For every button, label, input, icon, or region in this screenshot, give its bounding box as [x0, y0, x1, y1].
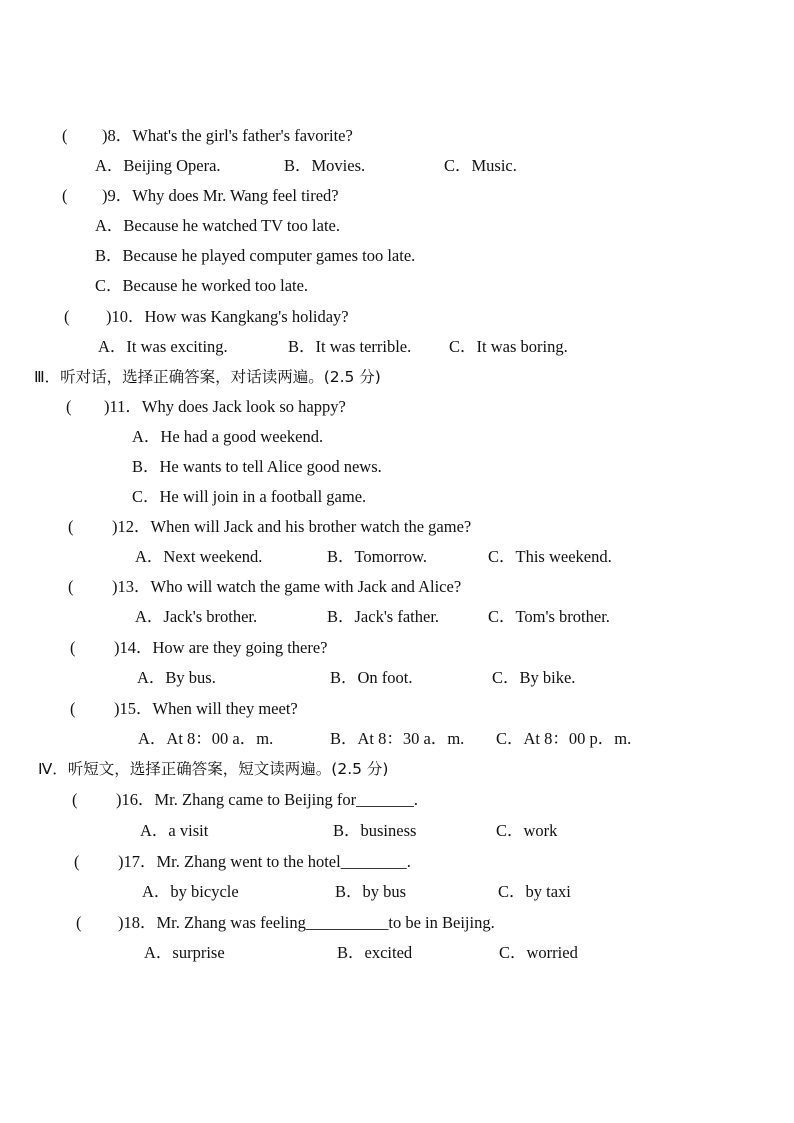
option-a[interactable]: A．by bicycle	[142, 882, 239, 901]
option-a[interactable]: A．At 8：00 a．m.	[138, 729, 274, 748]
option-b[interactable]: B．by bus	[335, 882, 407, 901]
option-c[interactable]: C．Tom's brother.	[488, 607, 610, 626]
question-8: )8．What's the girl's father's favorite?	[102, 126, 353, 145]
answer-paren[interactable]: (	[68, 517, 74, 536]
option-c[interactable]: C．worried	[499, 943, 578, 962]
option-a[interactable]: A．Next weekend.	[135, 547, 263, 566]
question-16: )16．Mr. Zhang came to Beijing for_______.	[116, 790, 418, 809]
option-b[interactable]: B．business	[333, 821, 417, 840]
option-b[interactable]: B．Because he played computer games too late.	[95, 246, 416, 265]
option-b[interactable]: B．excited	[337, 943, 413, 962]
section-3-heading: Ⅲ．听对话，选择正确答案，对话读两遍。(2.5 分)	[34, 368, 381, 386]
option-c[interactable]: C．This weekend.	[488, 547, 612, 566]
option-c[interactable]: C．work	[496, 821, 558, 840]
question-11: )11．Why does Jack look so happy?	[104, 397, 346, 416]
answer-paren[interactable]: (	[70, 638, 76, 657]
option-b[interactable]: B．Tomorrow.	[327, 547, 427, 566]
option-b[interactable]: B．At 8：30 a．m.	[330, 729, 465, 748]
answer-paren[interactable]: (	[62, 126, 68, 145]
option-c[interactable]: C．by taxi	[498, 882, 571, 901]
answer-paren[interactable]: (	[76, 913, 82, 932]
question-10: )10．How was Kangkang's holiday?	[106, 307, 349, 326]
option-c[interactable]: C．It was boring.	[449, 337, 568, 356]
answer-paren[interactable]: (	[70, 699, 76, 718]
option-b[interactable]: B．Jack's father.	[327, 607, 440, 626]
option-b[interactable]: B．It was terrible.	[288, 337, 412, 356]
section-4-heading: Ⅳ．听短文，选择正确答案，短文读两遍。(2.5 分)	[38, 760, 389, 778]
answer-paren[interactable]: (	[68, 577, 74, 596]
option-c[interactable]: C．Music.	[444, 156, 517, 175]
option-c[interactable]: C．He will join in a football game.	[132, 487, 367, 506]
answer-paren[interactable]: (	[62, 186, 68, 205]
answer-paren[interactable]: (	[72, 790, 78, 809]
question-15: )15．When will they meet?	[114, 699, 298, 718]
option-a[interactable]: A．surprise	[144, 943, 225, 962]
option-b[interactable]: B．Movies.	[284, 156, 366, 175]
answer-paren[interactable]: (	[64, 307, 70, 326]
question-17: )17．Mr. Zhang went to the hotel________.	[118, 852, 411, 871]
option-a[interactable]: A．Because he watched TV too late.	[95, 216, 340, 235]
option-b[interactable]: B．He wants to tell Alice good news.	[132, 457, 382, 476]
question-9: )9．Why does Mr. Wang feel tired?	[102, 186, 339, 205]
question-13: )13．Who will watch the game with Jack and Alice?	[112, 577, 462, 596]
option-a[interactable]: A．Beijing Opera.	[95, 156, 221, 175]
question-18: )18．Mr. Zhang was feeling__________to be in Beijing.	[118, 913, 495, 932]
option-a[interactable]: A．It was exciting.	[98, 337, 228, 356]
option-c[interactable]: C．Because he worked too late.	[95, 276, 309, 295]
question-12: )12．When will Jack and his brother watch the game?	[112, 517, 472, 536]
option-a[interactable]: A．He had a good weekend.	[132, 427, 324, 446]
option-b[interactable]: B．On foot.	[330, 668, 413, 687]
answer-paren[interactable]: (	[74, 852, 80, 871]
option-a[interactable]: A．a visit	[140, 821, 209, 840]
option-c[interactable]: C．By bike.	[492, 668, 576, 687]
option-c[interactable]: C．At 8：00 p．m.	[496, 729, 632, 748]
answer-paren[interactable]: (	[66, 397, 72, 416]
question-14: )14．How are they going there?	[114, 638, 328, 657]
option-a[interactable]: A．By bus.	[137, 668, 216, 687]
option-a[interactable]: A．Jack's brother.	[135, 607, 258, 626]
